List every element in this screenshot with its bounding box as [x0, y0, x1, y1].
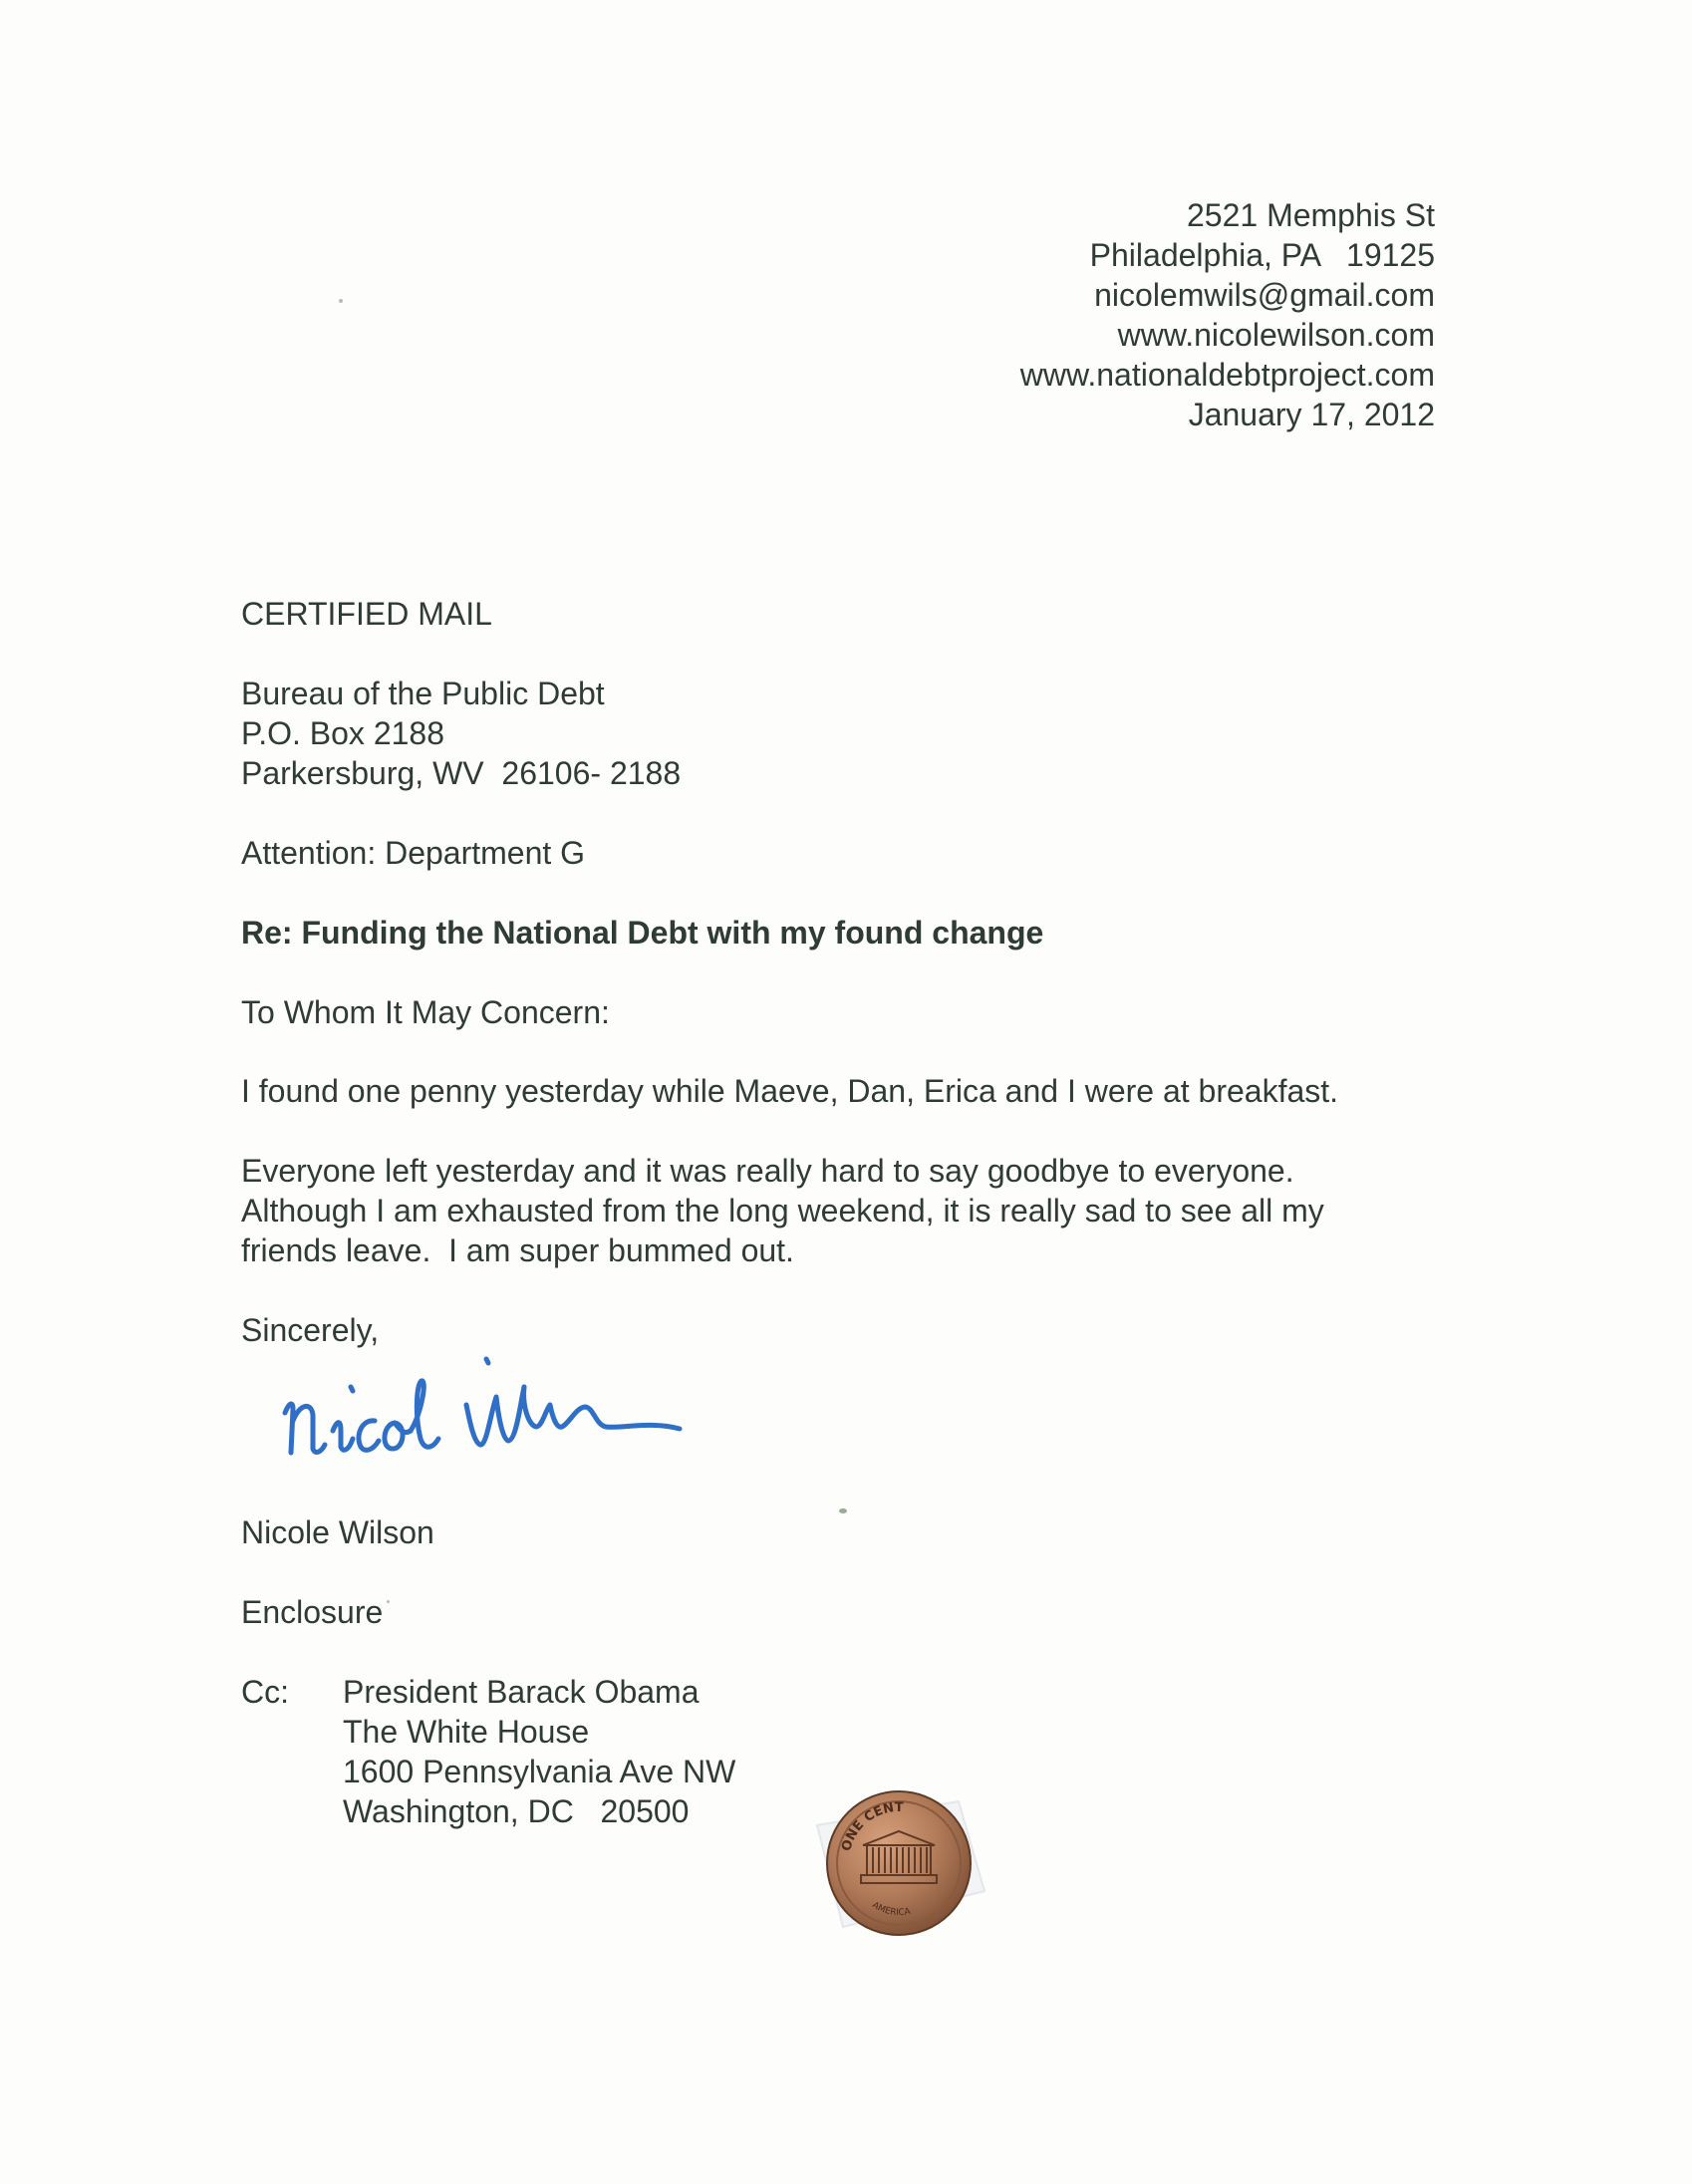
penny-coin-image — [809, 1774, 988, 1943]
cc-name: President Barack Obama — [343, 1674, 700, 1710]
letter-date: January 17, 2012 — [1188, 397, 1435, 432]
closing: Sincerely, — [241, 1312, 380, 1348]
recipient-address-block — [241, 674, 681, 793]
penny-bottom-text: AMERICA — [870, 1900, 912, 1919]
paragraph-two-line: friends leave. I am super bummed out. — [241, 1232, 794, 1268]
attention-line: Attention: Department G — [241, 835, 586, 871]
recipient-city-line: Parkersburg, WV 26106- 2188 — [241, 755, 682, 791]
enclosure-note: Enclosure — [241, 1594, 384, 1630]
mail-type: CERTIFIED MAIL — [241, 596, 492, 632]
recipient-org: Bureau of the Public Debt — [241, 676, 605, 711]
recipient-po-box: P.O. Box 2188 — [241, 715, 444, 751]
sender-website-project: www.nationaldebtproject.com — [1019, 357, 1435, 393]
cc-street: 1600 Pennsylvania Ave NW — [343, 1754, 736, 1789]
cc-place: The White House — [343, 1714, 590, 1750]
sender-street: 2521 Memphis St — [1186, 197, 1435, 233]
cc-address-block — [343, 1672, 735, 1831]
cc-city-line: Washington, DC 20500 — [343, 1793, 690, 1829]
scan-speck — [339, 299, 343, 303]
scan-speck — [839, 1508, 847, 1513]
paragraph-two — [241, 1151, 1324, 1270]
handwritten-signature — [271, 1335, 719, 1475]
signer-name: Nicole Wilson — [241, 1514, 434, 1550]
cc-label: Cc: — [241, 1674, 289, 1710]
sender-city-line: Philadelphia, PA 19125 — [1089, 237, 1435, 273]
subject-line: Re: Funding the National Debt with my found change — [241, 915, 1044, 951]
paragraph-two-line: Everyone left yesterday and it was really hard to say goodbye to everyone. — [241, 1153, 1294, 1189]
penny-top-text: ONE CENT — [839, 1799, 904, 1853]
scan-speck — [387, 1600, 390, 1603]
sender-website-personal: www.nicolewilson.com — [1117, 317, 1435, 353]
paragraph-one: I found one penny yesterday while Maeve, Dan, Erica and I were at breakfast. — [241, 1073, 1339, 1109]
sender-address-block — [1020, 195, 1435, 434]
sender-email: nicolemwils@gmail.com — [1094, 277, 1435, 313]
salutation: To Whom It May Concern: — [241, 994, 610, 1030]
paragraph-two-line: Although I am exhausted from the long weekend, it is really sad to see all my — [241, 1193, 1324, 1228]
